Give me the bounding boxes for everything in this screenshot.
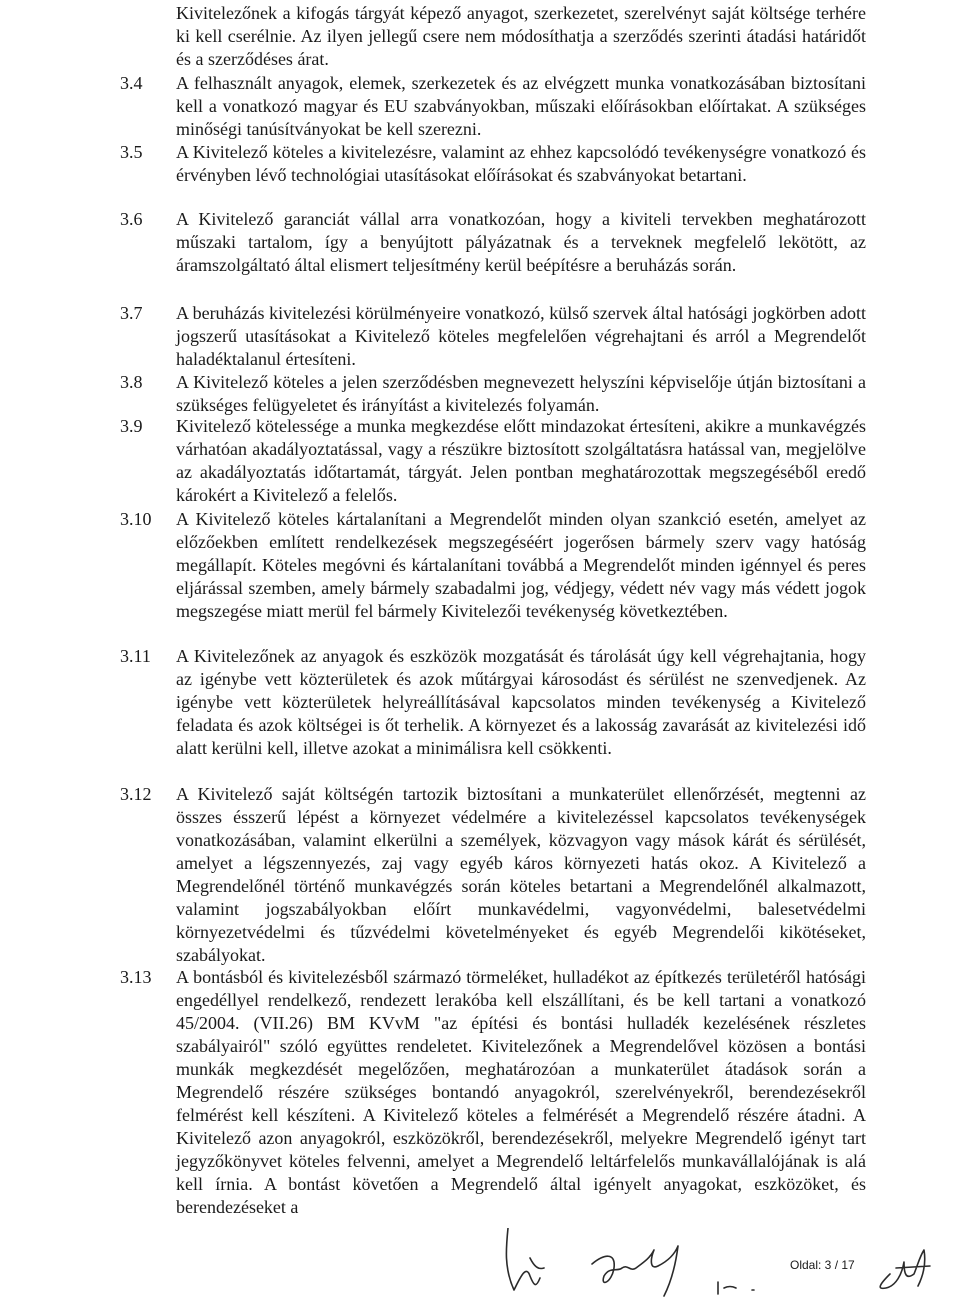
clause-number: 3.11: [120, 646, 151, 666]
intro-paragraph: [176, 2, 866, 71]
clause-text: A beruházás kivitelezési körülményeire vonatkozó, külső szervek által hatósági jogkörben adott jogszerű utasításokat a Kivitelező köteles megfelelően végrehajtani és arról a Megrendelőt haladéktalanul értesíteni.: [176, 303, 866, 369]
clause-3-13: [120, 966, 866, 1219]
clause-text: A Kivitelező garanciát vállal arra vonatkozóan, hogy a kiviteli tervekben meghatározott műszaki tartalom, így a benyújtott pályázatnak és a terveknek megfelelő lekötött, az áramszolgáltató által elismert teljesítmény kerül beépítésre a beruházás során.: [176, 209, 866, 275]
signature-4: [880, 1250, 930, 1288]
clause-3-12: [120, 783, 866, 967]
clause-3-4: [120, 72, 866, 141]
clause-text: A Kivitelező saját költségén tartozik biztosítani a munkaterület ellenőrzését, megtenni az összes ésszerű lépést a környezet védelmére a kivitelezéssel kapcsolatos tevékenységek vonatkozásában, valamint elkerülni a személyek, közvagyon vagy mások kárát és sérülését, amelyet a légszennyezés, zaj vagy egyéb káros környezeti hatás okoz. A Kivitelező a Megrendelőnél történő munkavégzés során köteles betartani a Megrendelőnél alkalmazott, valamint jogszabályokban előírt munkavédelmi, vagyonvédelmi, balesetvédelmi környezetvédelmi és tűzvédelmi követelményeket és egyéb Megrendelői kikötéseket, szabályokat.: [176, 784, 866, 965]
clause-number: 3.5: [120, 142, 143, 162]
clause-text: A Kivitelezőnek az anyagok és eszközök mozgatását és tárolását úgy kell végrehajtania, hogy az igénybe vett közterületek és azok műtárgyai károsodást és sérülést ne szenvedjenek. Az igénybe vett közterületek helyreállításával kapcsolatos minden tevékenység a Kivitelező feladata és azok költségei is őt terhelik. A környezet és a lakosság zavarását az kivitelezési idő alatt kerülni kell, illetve azokat a minimálisra kell csökkenti.: [176, 646, 866, 758]
clause-3-7: [120, 302, 866, 371]
intro-text: Kivitelezőnek a kifogás tárgyát képező anyagot, szerkezetet, szerelvényt saját költsége terhére ki kell cserélnie. Az ilyen jellegű csere nem módosíthatja a szerződés szerinti átadási határidőt és a szerződéses árat.: [176, 3, 866, 69]
signature-3: [718, 1282, 754, 1294]
signature-2: [592, 1246, 678, 1296]
signatures: [500, 1228, 960, 1313]
clause-number: 3.13: [120, 967, 152, 987]
clause-number: 3.12: [120, 784, 152, 804]
clause-3-10: [120, 508, 866, 623]
clause-text: A bontásból és kivitelezésből származó törmeléket, hulladékot az építkezés területéről hatósági engedéllyel rendelkező, rendezett lerakóba kell elszállítani, és be kell tartani a vonatkozó 45/2004. (VII.26) BM KVvM "az építési és bontási hulladék kezelésének részletes szabályairól" szóló együttes rendeletet. Kivitelezőnek a Megrendelővel közösen a bontási munkák megkezdését megelőzően, meghatározóan a munkaterület átadások során a Megrendelő részére szükséges bontandó anyagokról, szerelvényekről, berendezésekről felmérést kell készíteni. A Kivitelező köteles a felmérését a Megrendelő részére átadni. A Kivitelező azon anyagokról, eszközökről, berendezésekről, melyekre Megrendelő igényt tart jegyzőkönyvet köteles felvenni, amelyet a Megrendelő leltárfelelős munkavállalójának is alá kell írnia. A bontást követően a Megrendelő által igényelt anyagokat, eszközöket, és berendezéseket a: [176, 967, 866, 1217]
clause-text: A Kivitelező köteles kártalanítani a Megrendelőt minden olyan szankció esetén, amelyet az előzőekben említett rendelkezések megszegéséért jogerősen bármely szerv vagy hatóság megállapít. Köteles megóvni és kártalanítani továbbá a Megrendelőt minden igénnyel és peres eljárással szemben, amely bármely szabadalmi jog, védjegy, védett név vagy más védett jogok megszegése miatt merül fel bármely Kivitelezői tevékenység következtében.: [176, 509, 866, 621]
clause-text: Kivitelező kötelessége a munka megkezdése előtt mindazokat értesíteni, akikre a munkavégzés várhatóan akadályoztatással, vagy a részükre biztosított szolgáltatásra hatással van, megjelölve az akadályoztatás időtartamát, tárgyát. Jelen pontban meghatározottak megszegéséből eredő károkért a Kivitelező a felelős.: [176, 416, 866, 505]
clause-3-8: [120, 371, 866, 417]
clause-number: 3.7: [120, 303, 143, 323]
page-number: Oldal: 3 / 17: [790, 1258, 855, 1272]
clause-number: 3.8: [120, 372, 143, 392]
clause-number: 3.9: [120, 416, 143, 436]
clause-3-6: [120, 208, 866, 277]
clause-number: 3.4: [120, 73, 143, 93]
clause-number: 3.6: [120, 209, 143, 229]
clause-number: 3.10: [120, 509, 152, 529]
clause-3-11: [120, 645, 866, 760]
clause-text: A Kivitelező köteles a jelen szerződésben megnevezett helyszíni képviselője útján biztosítani a szükséges felügyeletet és irányítást a kivitelezés folyamán.: [176, 372, 866, 415]
clause-text: A felhasznált anyagok, elemek, szerkezetek és az elvégzett munka vonatkozásában biztosítani kell a vonatkozó magyar és EU szabványokban, műszaki előírásokban előírtakat. A szükséges minőségi tanúsítványokat be kell szerezni.: [176, 73, 866, 139]
clause-3-9: [120, 415, 866, 507]
clause-text: A Kivitelező köteles a kivitelezésre, valamint az ehhez kapcsolódó tevékenységre vonatkozó és érvényben lévő technológiai utasításokat előírásokat és szabványokat betartani.: [176, 142, 866, 185]
clause-3-5: [120, 141, 866, 187]
signature-1: [506, 1228, 544, 1290]
